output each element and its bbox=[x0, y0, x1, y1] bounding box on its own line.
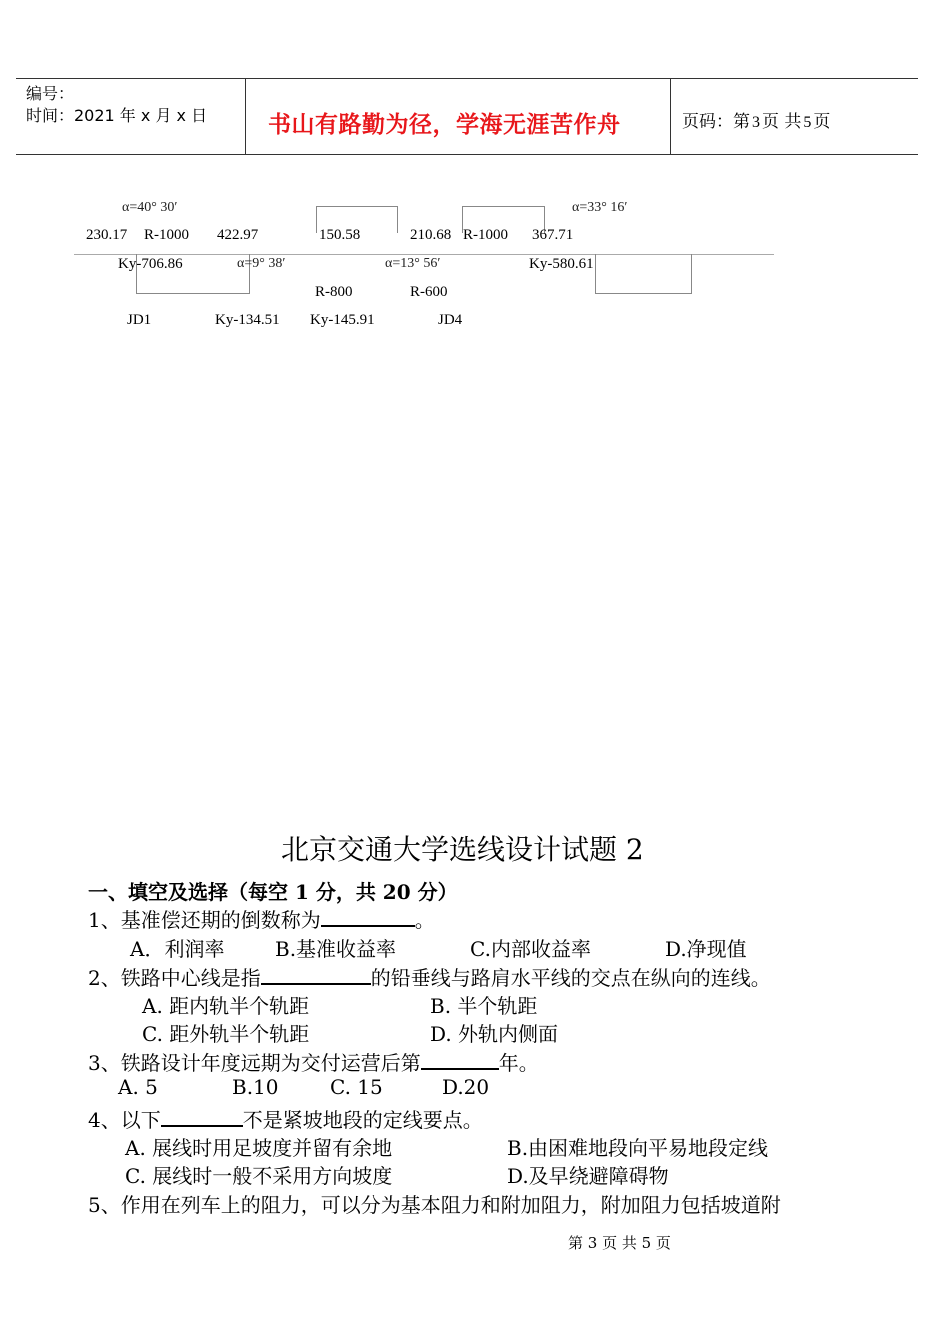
length-label: 367.71 bbox=[532, 227, 574, 243]
question-text: 2、铁路中心线是指 bbox=[88, 966, 261, 990]
answer-blank bbox=[421, 1050, 499, 1070]
length-label: 210.68 bbox=[410, 227, 452, 243]
length-label: 230.17 bbox=[86, 227, 128, 243]
option: C. 15 bbox=[330, 1075, 383, 1099]
page-mid: 页 共 bbox=[762, 112, 802, 132]
diagram-line bbox=[595, 254, 596, 294]
angle-label: α=9° 38′ bbox=[237, 256, 286, 271]
question-1 bbox=[88, 904, 435, 933]
question-text: 的铅垂线与路肩水平线的交点在纵向的连线。 bbox=[370, 966, 771, 990]
diagram-line bbox=[316, 206, 398, 207]
question-2 bbox=[88, 962, 771, 991]
option: A．利润率 bbox=[130, 937, 225, 961]
answer-blank bbox=[161, 1107, 243, 1127]
option: D.净现值 bbox=[665, 937, 747, 961]
page-current: 3 bbox=[752, 114, 760, 131]
option: C. 展线时一般不采用方向坡度 bbox=[125, 1164, 393, 1188]
option: D.及早绕避障碍物 bbox=[507, 1164, 669, 1188]
option: B. 半个轨距 bbox=[430, 994, 538, 1018]
header-divider bbox=[670, 79, 671, 154]
angle-label: α=33° 16′ bbox=[572, 200, 628, 215]
doc-number-label: 编号： bbox=[26, 84, 75, 103]
page-suffix: 页 bbox=[813, 112, 831, 132]
option: D. 外轨内侧面 bbox=[430, 1022, 559, 1046]
question-3 bbox=[88, 1047, 539, 1076]
page-footer: 第 3 页 共 5 页 bbox=[568, 1234, 671, 1252]
header-divider bbox=[245, 79, 246, 154]
answer-blank bbox=[321, 907, 415, 927]
header-motto: 书山有路勤为径，学海无涯苦作舟 bbox=[268, 112, 621, 138]
length-label: 422.97 bbox=[217, 227, 259, 243]
option: C. 距外轨半个轨距 bbox=[142, 1022, 310, 1046]
option: C.内部收益率 bbox=[470, 937, 591, 961]
radius-label: R-1000 bbox=[463, 227, 508, 243]
doc-time-label: 时间：2021 年 x 月 x 日 bbox=[26, 106, 208, 125]
jd-label: JD4 bbox=[438, 312, 463, 328]
option: B.由困难地段向平易地段定线 bbox=[507, 1136, 769, 1160]
question-text: 不是紧坡地段的定线要点。 bbox=[242, 1108, 483, 1132]
header-meta bbox=[26, 83, 207, 127]
option: D.20 bbox=[442, 1075, 490, 1099]
diagram-line bbox=[397, 206, 398, 233]
jd-label: JD1 bbox=[127, 312, 152, 328]
diagram-line bbox=[74, 254, 774, 255]
page-header bbox=[16, 78, 918, 155]
question-text: 1、基准偿还期的倒数称为 bbox=[88, 908, 321, 932]
option: A. 5 bbox=[118, 1075, 158, 1099]
page-prefix: 页码：第 bbox=[682, 112, 750, 132]
ky-label: Ky-706.86 bbox=[118, 256, 183, 272]
section-heading: 一、填空及选择（每空 1 分，共 20 分） bbox=[88, 880, 458, 904]
angle-label: α=13° 56′ bbox=[385, 256, 441, 271]
ky-label: Ky-145.91 bbox=[310, 312, 375, 328]
option: B.10 bbox=[232, 1075, 279, 1099]
question-text: 4、以下 bbox=[88, 1108, 161, 1132]
radius-label: R-600 bbox=[410, 284, 448, 300]
option: A. 展线时用足坡度并留有余地 bbox=[125, 1136, 393, 1160]
diagram-line bbox=[136, 293, 250, 294]
option: B.基准收益率 bbox=[275, 937, 397, 961]
option: A. 距内轨半个轨距 bbox=[142, 994, 310, 1018]
exam-title: 北京交通大学选线设计试题 2 bbox=[281, 833, 644, 866]
length-label: 150.58 bbox=[319, 227, 361, 243]
radius-label: R-800 bbox=[315, 284, 353, 300]
diagram-line bbox=[462, 206, 545, 207]
diagram-line bbox=[595, 293, 692, 294]
page-total: 5 bbox=[803, 114, 812, 131]
diagram-line bbox=[316, 206, 317, 233]
question-text: 。 bbox=[414, 908, 435, 932]
angle-label: α=40° 30′ bbox=[122, 200, 178, 215]
radius-label: R-1000 bbox=[144, 227, 189, 243]
ky-label: Ky-134.51 bbox=[215, 312, 280, 328]
diagram-line bbox=[691, 254, 692, 294]
question-4 bbox=[88, 1104, 483, 1133]
question-text: 3、铁路设计年度远期为交付运营后第 bbox=[88, 1051, 421, 1075]
question-5: 5、作用在列车上的阻力，可以分为基本阻力和附加阻力，附加阻力包括坡道附 bbox=[88, 1193, 781, 1217]
header-page-number bbox=[682, 107, 830, 132]
ky-label: Ky-580.61 bbox=[529, 256, 594, 272]
question-text: 年。 bbox=[498, 1051, 539, 1075]
answer-blank bbox=[261, 965, 371, 985]
